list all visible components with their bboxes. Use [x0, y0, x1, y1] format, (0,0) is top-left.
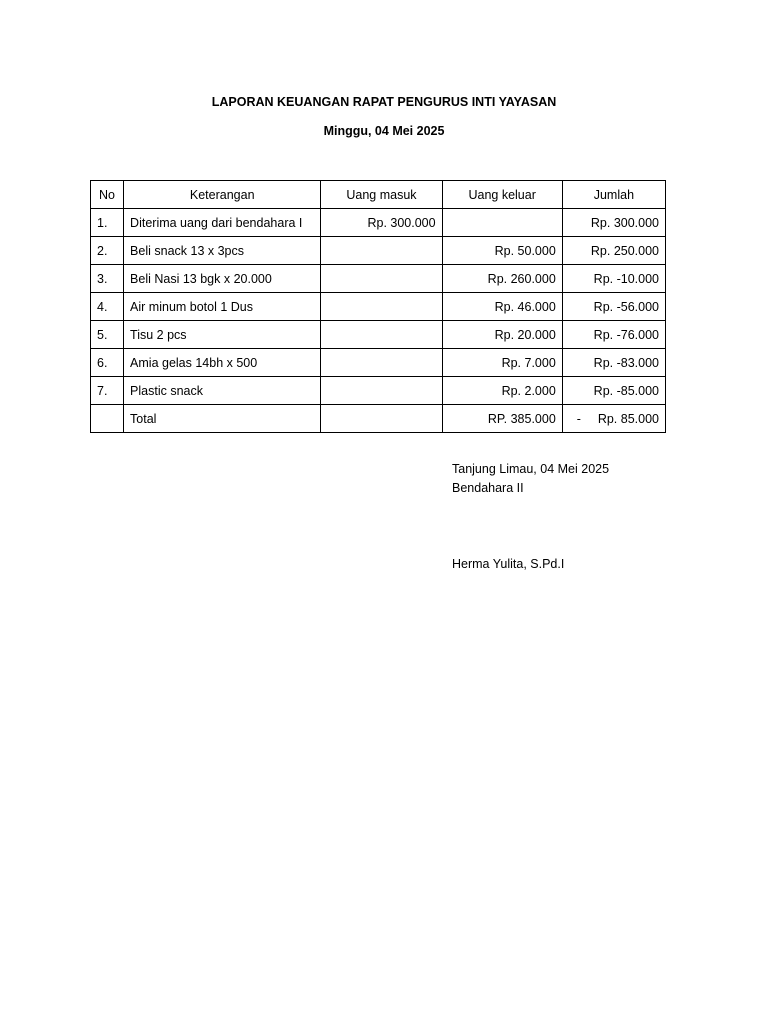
table-row [91, 237, 666, 265]
cell-jumlah: Rp. -76.000 [562, 321, 665, 349]
table-row [91, 293, 666, 321]
cell-uang-masuk-empty [321, 405, 442, 433]
header-uang-masuk: Uang masuk [321, 181, 442, 209]
cell-jumlah: Rp. -83.000 [562, 349, 665, 377]
cell-no: 5. [91, 321, 124, 349]
cell-keterangan: Air minum botol 1 Dus [124, 293, 321, 321]
document-date: Minggu, 04 Mei 2025 [323, 124, 445, 138]
cell-uang-keluar: Rp. 46.000 [442, 293, 562, 321]
cell-jumlah: Rp. -56.000 [562, 293, 665, 321]
financial-report-table [90, 180, 666, 433]
header-keterangan: Keterangan [124, 181, 321, 209]
total-jumlah: Rp. 85.000 [597, 411, 659, 426]
cell-jumlah: Rp. 250.000 [562, 237, 665, 265]
cell-uang-masuk: Rp. 300.000 [321, 209, 442, 237]
header-jumlah: Jumlah [562, 181, 665, 209]
total-uang-keluar: RP. 385.000 [442, 405, 562, 433]
cell-keterangan: Beli Nasi 13 bgk x 20.000 [124, 265, 321, 293]
total-jumlah-sign: - [576, 411, 581, 426]
cell-uang-masuk [321, 377, 442, 405]
total-jumlah-cell [562, 405, 665, 433]
cell-uang-masuk [321, 349, 442, 377]
cell-keterangan: Plastic snack [124, 377, 321, 405]
table-header-row [91, 181, 666, 209]
cell-jumlah: Rp. -10.000 [562, 265, 665, 293]
table-row [91, 265, 666, 293]
signature-name: Herma Yulita, S.Pd.I [452, 557, 565, 571]
cell-no-empty [91, 405, 124, 433]
cell-no: 6. [91, 349, 124, 377]
cell-uang-keluar: Rp. 50.000 [442, 237, 562, 265]
cell-keterangan: Amia gelas 14bh x 500 [124, 349, 321, 377]
header-no: No [91, 181, 124, 209]
table-row [91, 209, 666, 237]
cell-keterangan: Diterima uang dari bendahara I [124, 209, 321, 237]
signature-role: Bendahara II [452, 481, 524, 495]
cell-uang-masuk [321, 293, 442, 321]
cell-uang-keluar: Rp. 7.000 [442, 349, 562, 377]
cell-uang-masuk [321, 265, 442, 293]
cell-uang-keluar: Rp. 20.000 [442, 321, 562, 349]
cell-keterangan: Tisu 2 pcs [124, 321, 321, 349]
cell-keterangan: Beli snack 13 x 3pcs [124, 237, 321, 265]
cell-uang-masuk [321, 321, 442, 349]
cell-jumlah: Rp. -85.000 [562, 377, 665, 405]
document-title: LAPORAN KEUANGAN RAPAT PENGURUS INTI YAYASAN [211, 95, 557, 109]
cell-no: 7. [91, 377, 124, 405]
cell-uang-keluar [442, 209, 562, 237]
header-uang-keluar: Uang keluar [442, 181, 562, 209]
total-row [91, 405, 666, 433]
cell-uang-masuk [321, 237, 442, 265]
cell-no: 2. [91, 237, 124, 265]
signature-place-date: Tanjung Limau, 04 Mei 2025 [452, 462, 610, 476]
cell-no: 1. [91, 209, 124, 237]
total-label: Total [124, 405, 321, 433]
cell-jumlah: Rp. 300.000 [562, 209, 665, 237]
table-row [91, 377, 666, 405]
table-row [91, 321, 666, 349]
cell-no: 3. [91, 265, 124, 293]
cell-uang-keluar: Rp. 260.000 [442, 265, 562, 293]
cell-uang-keluar: Rp. 2.000 [442, 377, 562, 405]
cell-no: 4. [91, 293, 124, 321]
table-row [91, 349, 666, 377]
